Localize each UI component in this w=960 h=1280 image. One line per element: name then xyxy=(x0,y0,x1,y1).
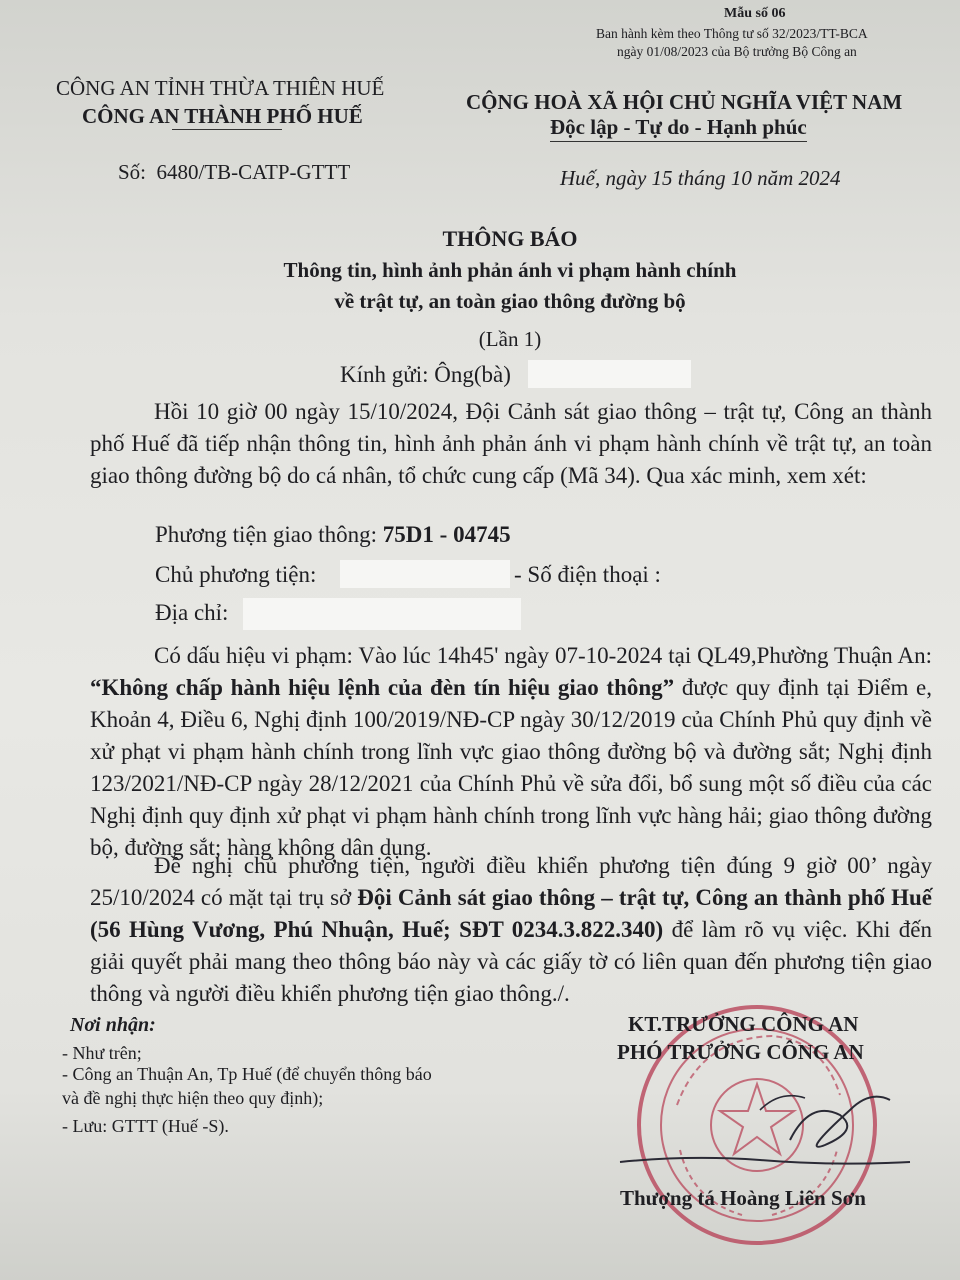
violation-suffix: được quy định tại Điểm e, Khoản 4, Điều 6, Nghị định 100/2019/NĐ-CP ngày 30/12/2019 của Chính Phủ quy định về xử phạt vi phạm hành chính trong lĩnh vực giao thông đường bộ và đường sắt; Nghị định 123/2021/NĐ-CP ngày 28/12/2021 của Chính Phủ về sửa đổi, bổ sung một số điều của các Nghị định quy định xử phạt vi phạm hành chính trong lĩnh vực hàng hải; giao thông đường bộ, đường sắt; hàng không dân dụng. xyxy=(90,675,932,860)
recipient-item: - Công an Thuận An, Tp Huế (để chuyển thông báo xyxy=(62,1064,432,1084)
request-place: Đội Cảnh sát giao thông – trật tự, Công an thành phố Huế (56 Hùng Vương, Phú Nhuận, Huế; SĐT 0234.3.822.340) xyxy=(90,885,932,942)
notice-subtitle-1: Thông tin, hình ảnh phản ánh vi phạm hành chính xyxy=(283,258,737,282)
form-issued-date: ngày 01/08/2023 của Bộ trưởng Bộ Công an xyxy=(617,44,857,59)
violation-paragraph xyxy=(90,640,932,864)
request-prefix: Đề nghị chủ phương tiện, người điều khiển phương tiện đúng 9 giờ 00’ ngày 25/10/2024 có mặt tại trụ sở xyxy=(90,853,932,910)
vehicle-label: Phương tiện giao thông: xyxy=(155,522,378,547)
redacted-addressee xyxy=(528,360,691,388)
addressee: Kính gửi: Ông(bà) xyxy=(340,362,511,387)
vehicle-line xyxy=(155,522,511,548)
agency-name: CÔNG AN THÀNH PHỐ HUẾ xyxy=(82,104,363,128)
phone-label: - Số điện thoại : xyxy=(514,562,661,587)
reference-value: 6480/TB-CATP-GTTT xyxy=(156,160,351,184)
handwritten-signature-icon xyxy=(610,1070,930,1180)
notice-round: (Lần 1) xyxy=(478,327,542,351)
redacted-owner xyxy=(340,560,510,588)
signature-title-2: PHÓ TRƯỞNG CÔNG AN xyxy=(617,1040,864,1064)
signer-name: Thượng tá Hoàng Liên Sơn xyxy=(620,1186,866,1210)
owner-label: Chủ phương tiện: xyxy=(155,562,317,587)
form-number: Mẫu số 06 xyxy=(724,6,786,21)
request-paragraph xyxy=(90,850,932,1010)
intro-paragraph: Hồi 10 giờ 00 ngày 15/10/2024, Đội Cảnh sát giao thông – trật tự, Công an thành phố Huế đã tiếp nhận thông tin, hình ảnh phản ánh vi phạm hành chính về trật tự, an toàn giao thông đường bộ do cá nhân, tổ chức cung cấp (Mã 34). Qua xác minh, xem xét: xyxy=(90,399,932,488)
place-date: Huế, ngày 15 tháng 10 năm 2024 xyxy=(560,166,841,190)
request-suffix: để làm rõ vụ việc. Khi đến giải quyết phải mang theo thông báo này và các giấy tờ có liên quan đến phương tiện giao thông và người điều khiển phương tiện giao thông./. xyxy=(90,917,932,1006)
recipients-heading: Nơi nhận: xyxy=(70,1014,156,1036)
reference-label: Số: xyxy=(118,160,147,184)
notice-title: THÔNG BÁO xyxy=(442,226,578,251)
redacted-address xyxy=(243,598,521,630)
notice-subtitle-2: về trật tự, an toàn giao thông đường bộ xyxy=(334,289,686,313)
vehicle-plate: 75D1 - 04745 xyxy=(382,522,511,547)
address-label: Địa chỉ: xyxy=(155,600,229,625)
agency-underline xyxy=(172,129,282,130)
signature-title-1: KT.TRƯỞNG CÔNG AN xyxy=(628,1012,859,1036)
violation-prefix: Có dấu hiệu vi phạm: Vào lúc 14h45' ngày 07-10-2024 tại QL49,Phường Thuận An: xyxy=(154,643,932,668)
national-name: CỘNG HOÀ XÃ HỘI CHỦ NGHĨA VIỆT NAM xyxy=(466,90,903,114)
violation-act: “Không chấp hành hiệu lệnh của đèn tín hiệu giao thông” xyxy=(90,675,675,700)
form-issued-with: Ban hành kèm theo Thông tư số 32/2023/TT-BCA xyxy=(596,26,868,41)
parent-agency: CÔNG AN TỈNH THỪA THIÊN HUẾ xyxy=(56,76,385,100)
recipient-item: - Như trên; xyxy=(62,1043,142,1063)
recipient-item: - Lưu: GTTT (Huế -S). xyxy=(62,1116,229,1136)
national-motto: Độc lập - Tự do - Hạnh phúc xyxy=(550,115,807,142)
reference-number xyxy=(118,160,350,185)
recipient-item: và đề nghị thực hiện theo quy định); xyxy=(62,1088,324,1108)
